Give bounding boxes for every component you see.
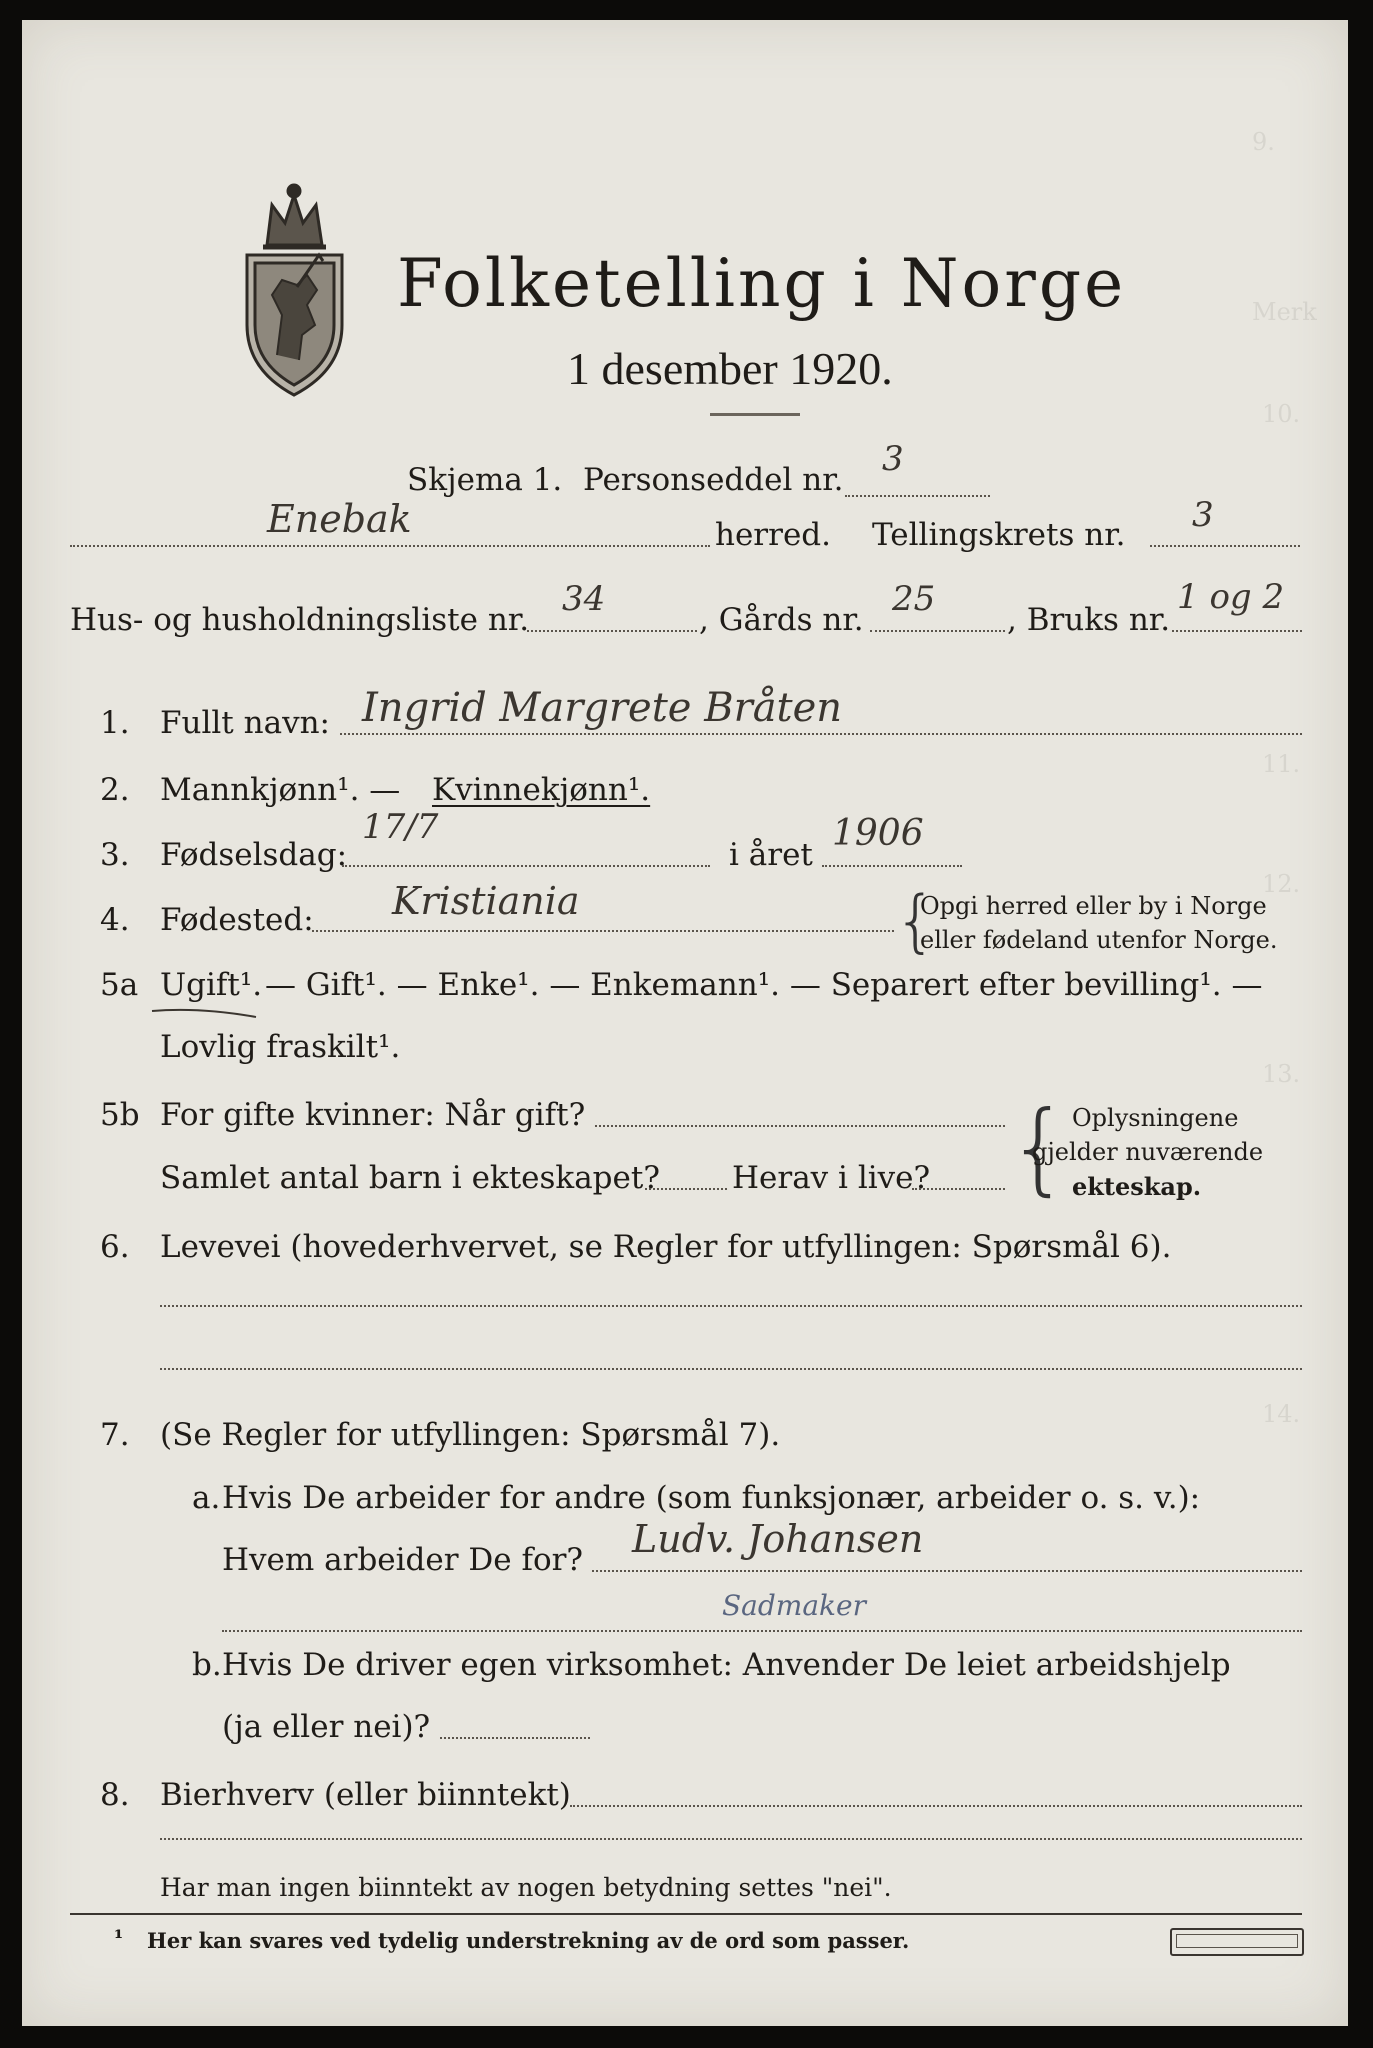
q7b-label2: (ja eller nei)? (222, 1709, 431, 1745)
footnote-text: Her kan svares ved tydelig understrekning av de ord som passer. (147, 1928, 910, 1953)
q7a-label2: Hvem arbeider De for? (222, 1542, 584, 1578)
bruks-label: , Bruks nr. (1007, 602, 1171, 638)
q7b-label: Hvis De driver egen virksomhet: Anvender De leiet arbeidshjelp (222, 1647, 1231, 1683)
q7a-label: Hvis De arbeider for andre (som funksjonær, arbeider o. s. v.): (222, 1480, 1201, 1516)
q4-note-line1: Opgi herred eller by i Norge (920, 892, 1267, 920)
q5b-married-field-line (595, 1125, 1005, 1127)
census-form-page: 9. Merk 10. 11. 12. 13. 14. Folketelling i Norge 1 desember 1920. Skjema 1. Personseddel nr. 3 Enebak herred. Tellingskrets nr. 3 Hus- og husholdningsliste nr. 34 , Gårds nr. 25 , Bruks nr. 1 og 2 1. Fullt navn: Ingrid Margrete Bråten 2. Mannkjønn¹. — Kvinnekjønn¹. 3. Fødselsdag: 17/7 i året 1906 4. Fødested: Kristiania { Opgi herred eller by i Norge eller fødeland utenfor Norge. 5a Ugift¹. — Gift¹. — Enke¹. — Enkemann¹. — Separert efter bevilling¹. — Lovlig fraskilt¹. 5b For gifte kvinner: Når gift? Samlet antal barn i ekteskapet? Herav i live? { Oplysningene gjelder nuværende ekteskap. 6. Levevei (hovederhvervet, se Regler for utfyllingen: Spørsmål 6). 7. (Se Regler for utfyllingen: Spørsmål 7). a. Hvis De arbeider for andre (som funksjonær, arbeider o. s. v.): Hvem arbeider De for? Ludv. Johansen Sadmaker b. Hvis De driver egen virksomhet: Anvender De leiet arbeidshjelp (ja eller nei)? 8. Bierhverv (eller biinntekt) Har man ingen biinntekt av nogen betydning settes "nei". ¹ Her kan svares ved tydelig understrekning av de ord som passer. (22, 20, 1348, 2026)
q2-kvinne-option[interactable]: Kvinnekjønn¹. (432, 772, 651, 808)
q4-note-line2: eller fødeland utenfor Norge. (920, 926, 1278, 954)
q1-label: Fullt navn: (160, 705, 330, 741)
footer-divider (160, 1838, 1302, 1840)
q5b-label3: Herav i live? (732, 1160, 931, 1196)
q7b-field-line (440, 1737, 590, 1739)
herred-field-line (70, 545, 710, 547)
footnote-mark: ¹ (114, 1925, 124, 1950)
q7a-field-line-1 (592, 1570, 1302, 1572)
q3-number: 3. (100, 837, 130, 873)
footer-note: Har man ingen biinntekt av nogen betydning settes "nei". (160, 1873, 892, 1902)
q4-label: Fødested: (160, 902, 314, 938)
q3-year-label: i året (729, 837, 813, 873)
birthday-value[interactable]: 17/7 (362, 807, 439, 847)
q5b-label1: For gifte kvinner: Når gift? (160, 1097, 586, 1133)
gards-label: , Gårds nr. (699, 602, 864, 638)
q5b-alive-field-line (912, 1188, 1005, 1190)
gards-field-line (870, 630, 1005, 632)
q5b-note-line3: ekteskap. (1072, 1172, 1202, 1201)
q7a-field-line-2 (222, 1630, 1302, 1632)
q8-field-line (570, 1805, 1302, 1807)
q5a-other-options[interactable]: — Gift¹. — Enke¹. — Enkemann¹. — Separert efter bevilling¹. — (265, 967, 1263, 1003)
title-divider (710, 413, 800, 416)
employer-note-value[interactable]: Sadmaker (722, 1589, 866, 1622)
q5a-number: 5a (100, 967, 139, 1003)
q5b-note-line1: Oplysningene (1072, 1104, 1239, 1132)
q8-number: 8. (100, 1777, 130, 1813)
norwegian-coat-of-arms-icon (227, 175, 362, 400)
q5b-number: 5b (100, 1097, 140, 1133)
herred-label: herred. (715, 517, 831, 553)
q7a-letter: a. (192, 1480, 221, 1516)
form-title: Folketelling i Norge (397, 245, 1127, 322)
hus-value[interactable]: 34 (562, 579, 606, 619)
hus-label: Hus- og husholdningsliste nr. (70, 602, 530, 638)
birthplace-value[interactable]: Kristiania (392, 879, 580, 923)
q6-field-line-1 (160, 1305, 1302, 1307)
q7-label: (Se Regler for utfyllingen: Spørsmål 7). (160, 1417, 781, 1453)
q5b-brace: { (1007, 1089, 1071, 1206)
q7-number: 7. (100, 1417, 130, 1453)
q5a-ugift-option[interactable]: Ugift¹. (160, 967, 263, 1003)
personseddel-value[interactable]: 3 (882, 439, 904, 479)
q4-field-line (312, 930, 894, 932)
full-name-value[interactable]: Ingrid Margrete Bråten (362, 685, 843, 731)
q5b-children-field-line (645, 1188, 727, 1190)
tellingskrets-field-line (1150, 545, 1300, 547)
q6-field-line-2 (160, 1368, 1302, 1370)
q2-mann-option[interactable]: Mannkjønn¹. — (160, 772, 401, 808)
q3-field-line (342, 865, 710, 867)
q8-label: Bierhverv (eller biinntekt) (160, 1777, 571, 1813)
q5b-note-line2: gjelder nuværende (1032, 1138, 1264, 1166)
q4-brace: { (894, 882, 938, 961)
bruks-field-line (1172, 630, 1302, 632)
printer-stamp (1170, 1928, 1304, 1956)
q7b-letter: b. (192, 1647, 222, 1683)
bruks-value[interactable]: 1 og 2 (1177, 577, 1285, 617)
birth-year-value[interactable]: 1906 (832, 813, 924, 854)
q5a-fraskilt-option[interactable]: Lovlig fraskilt¹. (160, 1029, 401, 1065)
q4-number: 4. (100, 902, 130, 938)
tellingskrets-value[interactable]: 3 (1192, 495, 1214, 535)
q3-year-field-line (822, 865, 962, 867)
q6-label: Levevei (hovederhvervet, se Regler for utfyllingen: Spørsmål 6). (160, 1229, 1172, 1265)
form-subtitle: 1 desember 1920. (567, 343, 893, 394)
q3-label: Fødselsdag: (160, 837, 348, 873)
footnote-divider (70, 1913, 1302, 1915)
herred-value[interactable]: Enebak (267, 497, 412, 541)
personseddel-field-line (845, 495, 990, 497)
ugift-underline-mark (150, 1005, 260, 1019)
gards-value[interactable]: 25 (892, 579, 936, 619)
skjema-label: Skjema 1. (407, 462, 563, 498)
q1-field-line (340, 733, 1302, 735)
employer-value[interactable]: Ludv. Johansen (632, 1517, 924, 1561)
hus-field-line (527, 630, 697, 632)
q5b-label2: Samlet antal barn i ekteskapet? (160, 1160, 660, 1196)
personseddel-label: Personseddel nr. (583, 462, 844, 498)
q2-number: 2. (100, 772, 130, 808)
q6-number: 6. (100, 1229, 130, 1265)
q1-number: 1. (100, 705, 130, 741)
tellingskrets-label: Tellingskrets nr. (872, 517, 1126, 553)
